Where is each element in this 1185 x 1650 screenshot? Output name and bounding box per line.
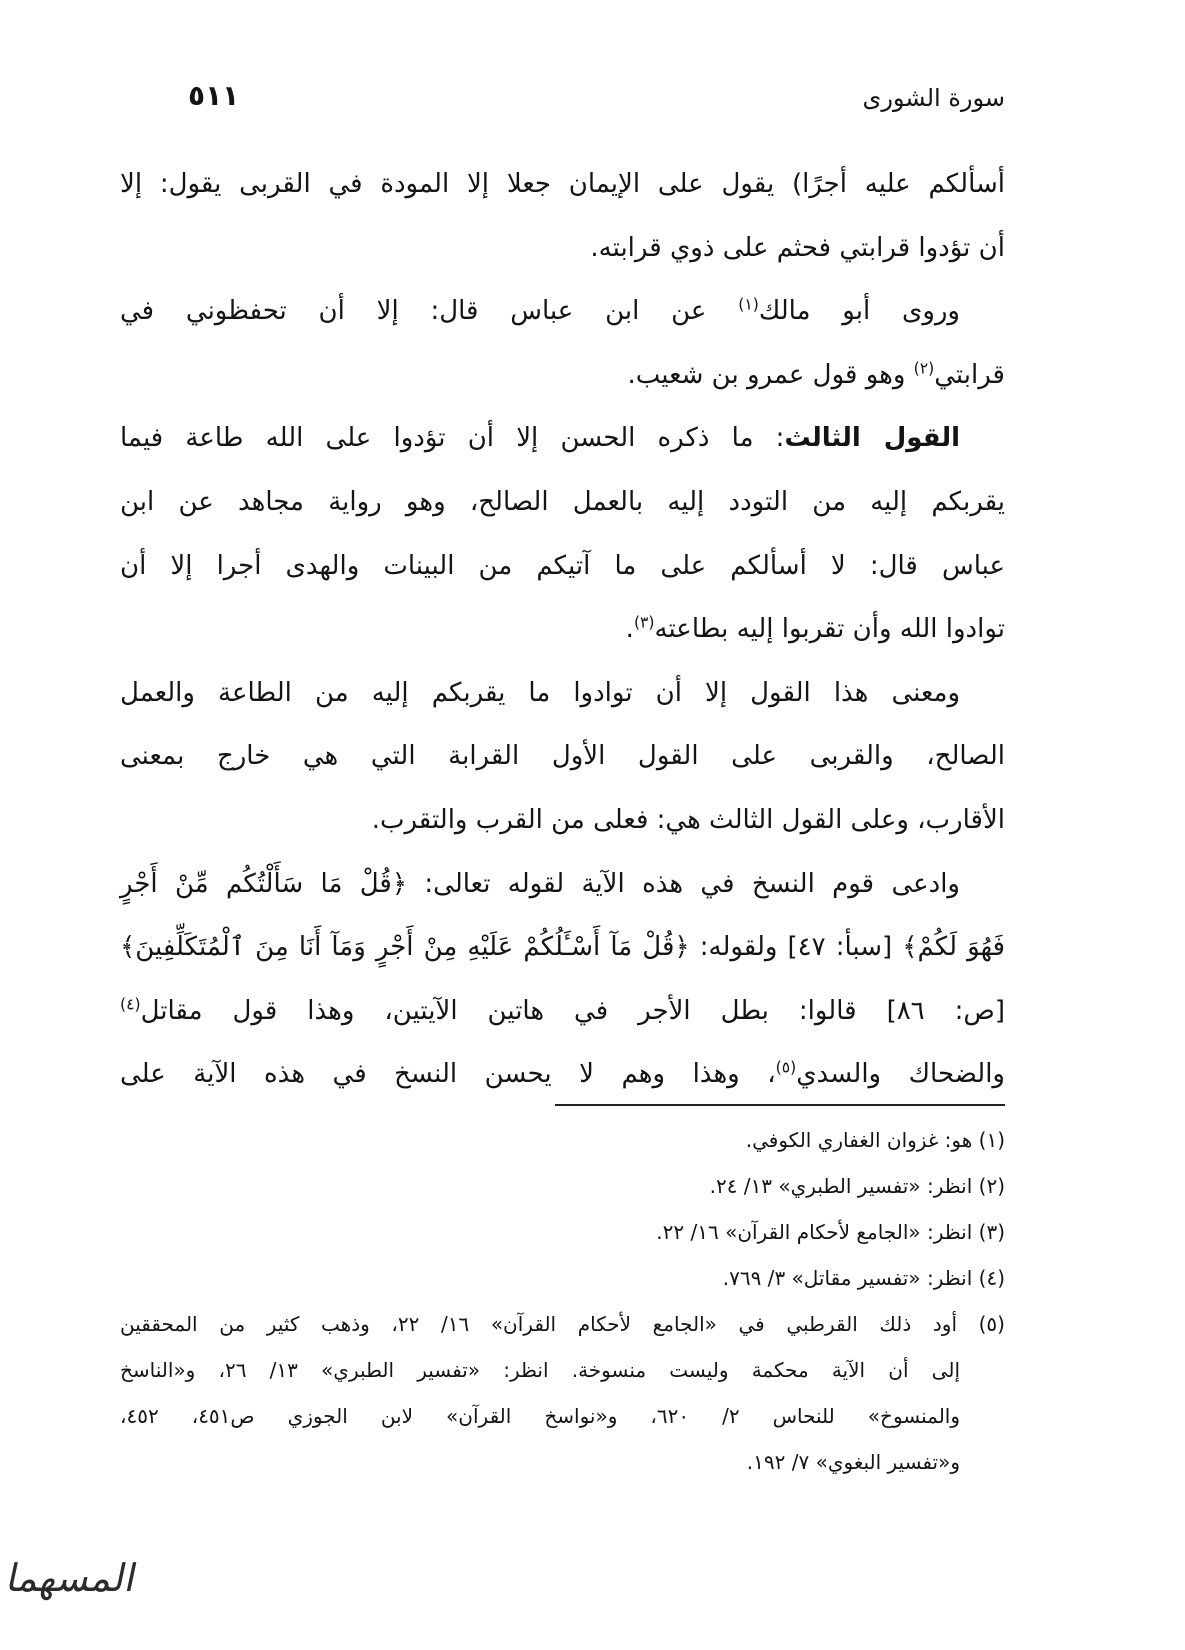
text-run: الصالح، والقربى على القول الأول القرابة التي هي خارج بمعنى [120, 741, 1005, 772]
text-run: وروى أبو مالك [758, 296, 960, 327]
text-line [120, 662, 1005, 726]
text-run: يقربكم إليه من التودد إليه بالعمل الصالح، وهو رواية مجاهد عن ابن [120, 486, 1005, 517]
text-line [120, 916, 1005, 980]
text-line [120, 535, 1005, 599]
text-run: أن تؤدوا قرابتي فحثم على ذوي قرابته. [590, 232, 1005, 263]
text-run: [ص: ٨٦] قالوا: بطل الأجر في هاتين الآيتين، وهذا قول مقاتل [140, 995, 1005, 1026]
text-run: [سبأ: ٤٧] ولقوله: [689, 932, 903, 963]
text-run: أسألكم عليه أجرًا) يقول على الإيمان جعلا إلا المودة في القربى يقول: إلا [120, 169, 1005, 199]
footnote-line: والمنسوخ» للنحاس ٢/ ٦٢٠، و«نواسخ القرآن» لابن الجوزي ص٤٥١، ٤٥٢، [120, 1404, 961, 1428]
footnote-line: (١) هو: غزوان الغفاري الكوفي. [745, 1128, 1005, 1152]
footnote-line: (٥) أود ذلك القرطبي في «الجامع لأحكام القرآن» ١٦/ ٢٢، وذهب كثير من المحققين [120, 1312, 1005, 1336]
text-run: وهو قول عمرو بن شعيب. [627, 359, 914, 390]
footnote-ref: (٣) [633, 613, 655, 632]
quran-verse: ﴿قُلْ مَا سَأَلْتُكُم مِّنْ أَجْرٍ [120, 868, 408, 899]
footnote-line: (٤) انظر: «تفسير مقاتل» ٣/ ٧٦٩. [722, 1266, 1005, 1290]
footnote-line: (٢) انظر: «تفسير الطبري» ١٣/ ٢٤. [709, 1174, 1005, 1198]
footnote-line: (٣) انظر: «الجامع لأحكام القرآن» ١٦/ ٢٢. [656, 1220, 1005, 1244]
text-run: وادعى قوم النسخ في هذه الآية لقوله تعالى: [407, 868, 960, 899]
text-line [120, 153, 1005, 217]
footnote-ref: (١) [738, 295, 759, 314]
main-text [120, 153, 1005, 1107]
text-run: ، وهذا وهم لا يحسن النسخ في هذه الآية على [120, 1059, 776, 1090]
footnotes [120, 1117, 1005, 1485]
text-line [120, 725, 1005, 789]
text-run: توادوا الله وأن تقربوا إليه بطاعته [654, 614, 1005, 645]
footnote-line: و«تفسير البغوي» ٧/ ١٩٢. [746, 1450, 960, 1474]
text-run: . [625, 614, 634, 645]
scanner-logo: المسهما [2, 1556, 142, 1600]
running-title: سورة الشورى [862, 84, 1005, 112]
page-number: ٥١١ [188, 79, 240, 112]
text-line [120, 344, 1005, 408]
text-run: عباس قال: لا أسألكم على ما آتيكم من البينات والهدى أجرا إلا أن [120, 550, 1005, 581]
footnote-ref: (٤) [120, 995, 141, 1014]
quran-verse: فَهُوَ لَكُمْ﴾ [902, 932, 1005, 963]
text-run: الأقارب، وعلى القول الثالث هي: فعلى من القرب والتقرب. [371, 804, 1005, 835]
footnote-ref: (٥) [775, 1058, 797, 1077]
text-line [120, 217, 1005, 281]
text-line [120, 789, 1005, 853]
text-run: ومعنى هذا القول إلا أن توادوا ما يقربكم إليه من الطاعة والعمل [120, 677, 960, 708]
quran-verse: ﴿قُلْ مَآ أَسْـَٔلُكُمْ عَلَيْهِ مِنْ أَجْرٍ وَمَآ أَنَا مِنَ ٱلْمُتَكَلِّفِينَ﴾ [120, 932, 690, 963]
text-line [120, 598, 1005, 662]
text-line [120, 1043, 1005, 1107]
footnote-ref: (٢) [913, 359, 935, 378]
text-line [120, 471, 1005, 535]
text-line [120, 407, 1005, 471]
text-run: : ما ذكره الحسن إلا أن تؤدوا على الله طاعة فيما [120, 423, 785, 454]
text-run: عن ابن عباس قال: إلا أن تحفظوني في [120, 296, 739, 327]
text-run: والضحاك والسدي [796, 1059, 1005, 1090]
text-run: قرابتي [934, 359, 1005, 390]
text-line [120, 853, 1005, 917]
text-line [120, 280, 1005, 344]
section-heading: القول الثالث [784, 423, 960, 454]
footnote-separator [555, 1104, 1005, 1106]
footnote-line: إلى أن الآية محكمة وليست منسوخة. انظر: «تفسير الطبري» ١٣/ ٢٦، و«الناسخ [120, 1358, 960, 1382]
text-line [120, 980, 1005, 1044]
